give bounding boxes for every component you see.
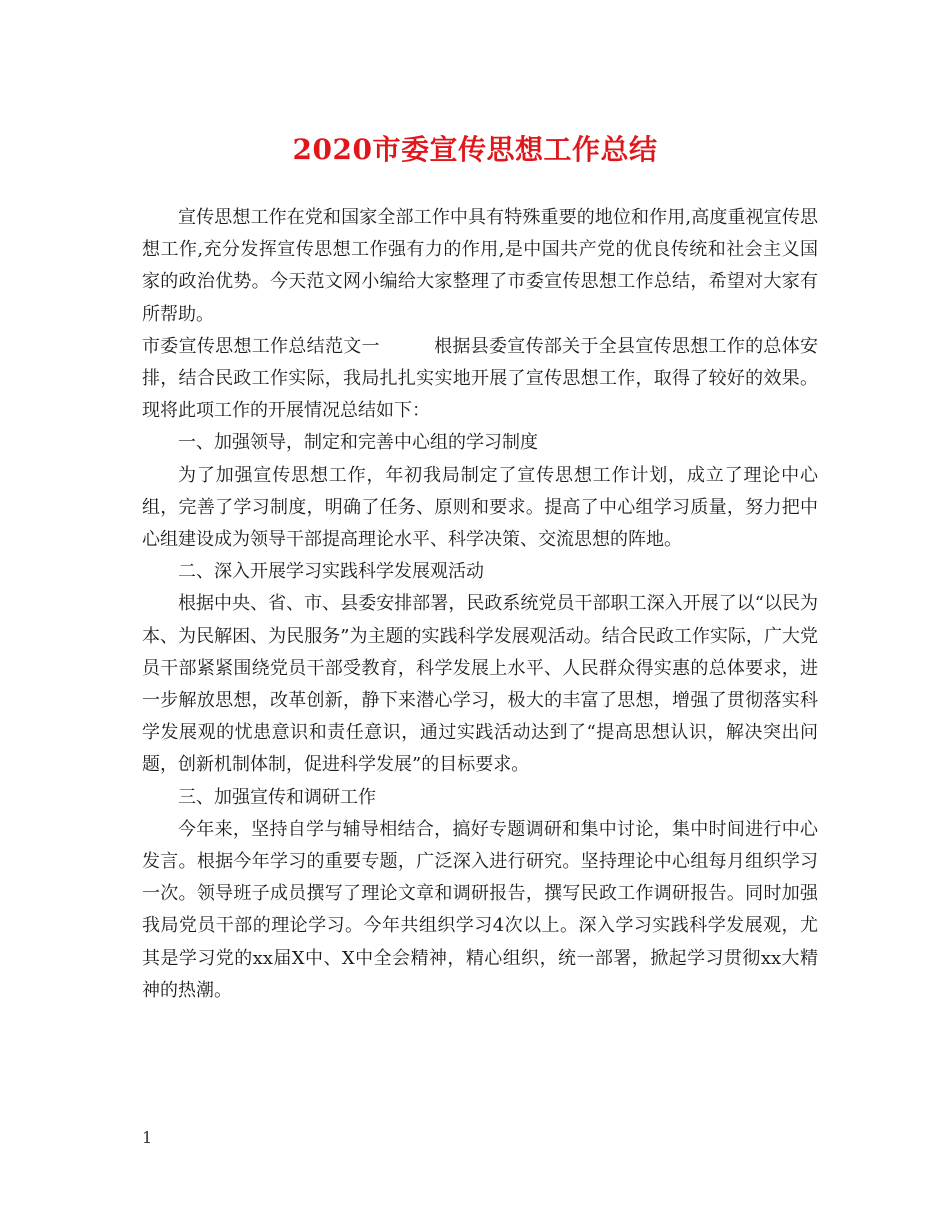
section-heading-1: 一、加强领导，制定和完善中心组的学习制度 (178, 432, 538, 454)
section-body-2: 根据中央、省、市、县委安排部署，民政系统党员干部职工深入开展了以“以民为本、为民解困、为民服务”为主题的实践科学发展观活动。结合民政工作实际，广大党员干部紧紧围绕党员干部受教育，科学发展上水平、人民群众得实惠的总体要求，进一步解放思想，改革创新，静下来潜心学习，极大的丰富了思想，增强了贯彻落实科学发展观的忧患意识和责任意识，通过实践活动达到了“提高思想认识，解决突出问题，创新机制体制，促进科学发展”的目标要求。 (142, 593, 818, 776)
section-body-3: 今年来，坚持自学与辅导相结合，搞好专题调研和集中讨论，集中时间进行中心发言。根据今年学习的重要专题，广泛深入进行研究。坚持理论中心组每月组织学习一次。领导班子成员撰写了理论文章和调研报告，撰写民政工作调研报告。同时加强我局党员干部的理论学习。今年共组织学习4次以上。深入学习实践科学发展观，尤其是学习党的xx届X中、X中全会精神，精心组织，统一部署，掀起学习贯彻xx大精神的热潮。 (142, 818, 818, 1001)
document-body (142, 202, 818, 1007)
page-number: 1 (142, 1128, 153, 1147)
section-body-1: 为了加强宣传思想工作，年初我局制定了宣传思想工作计划，成立了理论中心组，完善了学习制度，明确了任务、原则和要求。提高了中心组学习质量，努力把中心组建设成为领导干部提高理论水平、科学决策、交流思想的阵地。 (142, 464, 818, 551)
sample-intro-text: 根据县委宣传部关于全县宣传思想工作的总体安排，结合民政工作实际，我局扎扎实实地开展了宣传思想工作，取得了较好的效果。现将此项工作的开展情况总结如下： (142, 335, 819, 422)
section-heading-3: 三、加强宣传和调研工作 (178, 786, 376, 808)
sample-paragraph (142, 331, 818, 428)
sample-label: 市委宣传思想工作总结范文一 (142, 335, 380, 357)
section-heading-2: 二、深入开展学习实践科学发展观活动 (178, 561, 484, 583)
intro-paragraph: 宣传思想工作在党和国家全部工作中具有特殊重要的地位和作用,高度重视宣传思想工作,充分发挥宣传思想工作强有力的作用,是中国共产党的优良传统和社会主义国家的政治优势。今天范文网小编给大家整理了市委宣传思想工作总结，希望对大家有所帮助。 (142, 207, 818, 325)
document-title: 2020市委宣传思想工作总结 (292, 133, 658, 166)
